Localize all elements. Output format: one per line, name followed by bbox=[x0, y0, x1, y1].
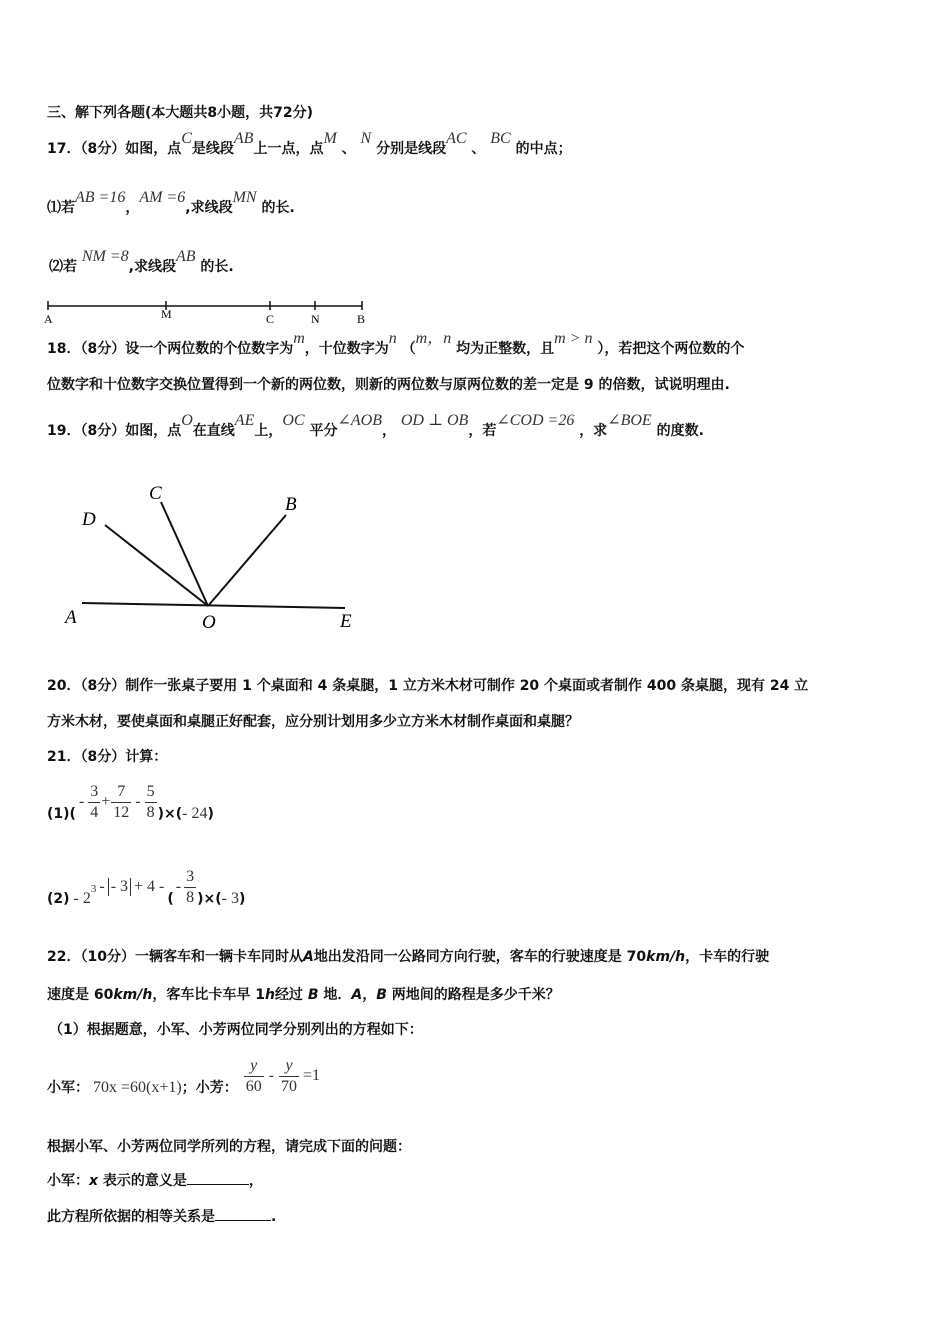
q18-m: m bbox=[293, 330, 305, 347]
q19-text: ，求 bbox=[579, 423, 608, 439]
q17-point-m: M bbox=[323, 130, 337, 147]
q17-seg-bc: BC bbox=[490, 130, 511, 147]
q17-p1-text: ,求线段 bbox=[185, 200, 233, 216]
q22-unit-h: h bbox=[264, 987, 275, 1003]
q22-text: 速度是 60 bbox=[47, 987, 114, 1003]
q19-oc: OC bbox=[282, 412, 305, 429]
q21-p2-exponent: 3 bbox=[90, 883, 97, 895]
q22-text: 小军： bbox=[47, 1173, 89, 1189]
denominator: 8 bbox=[186, 888, 195, 906]
line-ae bbox=[82, 603, 345, 608]
q22-text: 地出发沿同一公路同方向行驶，客车的行驶速度是 70 bbox=[313, 949, 647, 965]
q17-p2-end: 的长. bbox=[200, 259, 234, 275]
q17-p1-comma: ， bbox=[125, 200, 140, 216]
q17-p1-eq1: AB =16 bbox=[75, 189, 126, 206]
q21-p2-tail: )×( bbox=[197, 891, 222, 907]
q22-a: A bbox=[351, 987, 363, 1003]
q22-line7 bbox=[47, 1206, 276, 1226]
q21-p2-op: - bbox=[99, 878, 105, 895]
numerator: 3 bbox=[184, 867, 196, 888]
q21-p1-op: - bbox=[135, 793, 141, 810]
q18-line1 bbox=[47, 330, 745, 358]
q17-p1-label: ⑴若 bbox=[47, 200, 75, 216]
q21-p1-close: ) bbox=[207, 806, 214, 822]
q17-point-c: C bbox=[181, 130, 192, 147]
q22-unit: km/h bbox=[646, 949, 686, 965]
ray-oc bbox=[161, 502, 208, 606]
q21-p1-op: + bbox=[101, 793, 111, 810]
q22-b: B bbox=[376, 987, 387, 1003]
q22-equation2-rhs: =1 bbox=[303, 1067, 321, 1084]
q21-p2-absolute: - 3 bbox=[108, 878, 131, 896]
q22-line5: 根据小军、小芳两位同学所列的方程，请完成下面的问题： bbox=[47, 1139, 411, 1155]
q19-angle-cod: ∠COD =26 bbox=[496, 412, 575, 429]
q18-text: （ bbox=[401, 341, 416, 357]
fraction-5-8 bbox=[145, 782, 157, 823]
q17-text: 是线段 bbox=[191, 141, 234, 157]
q20-line1: 20．（8分）制作一张桌子要用 1 个桌面和 4 条桌腿，1 立方米木材可制作 20 个桌面或者制作 400 条桌腿，现有 24 立 bbox=[47, 678, 809, 694]
label-b: B bbox=[357, 312, 366, 326]
q19-text: 在直线 bbox=[192, 423, 235, 439]
q18-m2: m， bbox=[415, 330, 444, 347]
q19-text: ， bbox=[381, 423, 396, 439]
fraction-y-70 bbox=[279, 1056, 299, 1097]
q22-line1 bbox=[47, 948, 769, 966]
label-c: C bbox=[149, 483, 162, 504]
q22-text: 此方程所依据的相等关系是 bbox=[47, 1209, 215, 1225]
numerator: 7 bbox=[111, 782, 131, 803]
q17-num: 17．（8分）如图，点 bbox=[47, 141, 182, 157]
q17-line1 bbox=[47, 130, 572, 158]
label-d: D bbox=[82, 509, 96, 530]
denominator: 70 bbox=[281, 1077, 298, 1095]
q17-point-n: N bbox=[360, 130, 372, 147]
q22-text: ， bbox=[362, 987, 377, 1003]
q18-text: ，十位数字为 bbox=[304, 341, 389, 357]
q22-xiaojun-label: 小军： bbox=[47, 1080, 89, 1096]
q19-angle-aob: ∠AOB bbox=[337, 412, 382, 429]
label-o: O bbox=[202, 612, 216, 633]
q17-seg-ac: AC bbox=[446, 130, 467, 147]
label-a: A bbox=[65, 607, 77, 628]
q17-p2-label: ⑵若 bbox=[49, 259, 77, 275]
q21-p2-open: ( bbox=[167, 891, 174, 907]
q22-text: 22．（10分）一辆客车和一辆卡车同时从 bbox=[47, 949, 303, 965]
q19-o: O bbox=[181, 412, 193, 429]
q18-n: n bbox=[388, 330, 397, 347]
q22-x: x bbox=[89, 1173, 99, 1189]
q21-part2 bbox=[47, 864, 245, 910]
q21-p2-op: + 4 - bbox=[134, 878, 165, 895]
q19-text: ，若 bbox=[468, 423, 497, 439]
q22-text: 地． bbox=[323, 987, 352, 1003]
q21-p2-term: - 2 bbox=[73, 890, 91, 907]
q17-p1-end: 的长. bbox=[261, 200, 295, 216]
q17-p1-mn: MN bbox=[232, 189, 257, 206]
q22-equations bbox=[47, 1053, 320, 1099]
q18-n2: n bbox=[443, 330, 452, 347]
ray-od bbox=[105, 525, 208, 606]
numerator: y bbox=[244, 1056, 264, 1077]
q17-p1-eq2: AM =6 bbox=[139, 189, 186, 206]
q22-xiaofang-label: ；小芳： bbox=[181, 1080, 238, 1096]
q20-line2: 方米木材，要使桌面和桌腿正好配套，应分别计划用多少立方米木材制作桌面和桌腿？ bbox=[47, 714, 579, 730]
q21-p2-label: (2) bbox=[47, 891, 70, 907]
q19-text: 上， bbox=[254, 423, 283, 439]
numerator: 5 bbox=[145, 782, 157, 803]
q18-text: 均为正整数，且 bbox=[456, 341, 555, 357]
q21-p2-sign: - bbox=[175, 878, 182, 895]
q22-b: B bbox=[307, 987, 319, 1003]
q17-text: 分别是线段 bbox=[376, 141, 447, 157]
q22-a: A bbox=[302, 949, 314, 965]
q22-line2 bbox=[47, 986, 560, 1004]
q22-text: ，卡车的行驶 bbox=[685, 949, 770, 965]
q17-text: 的中点； bbox=[515, 141, 572, 157]
q21-title: 21．（8分）计算： bbox=[47, 749, 168, 765]
q19-perp: OD ⊥ OB bbox=[400, 412, 469, 429]
ray-ob bbox=[208, 515, 286, 606]
denominator: 8 bbox=[146, 803, 155, 821]
q21-p1-label: (1)( bbox=[47, 806, 76, 822]
q22-equation1: 70x =60(x+1) bbox=[93, 1079, 182, 1096]
q17-p2-eq: NM =8 bbox=[81, 248, 129, 265]
q18-line2: 位数字和十位数字交换位置得到一个新的两位数，则新的两位数与原两位数的差一定是 9 的倍数，试说明理由. bbox=[47, 377, 730, 393]
q17-p2-text: ,求线段 bbox=[128, 259, 176, 275]
q22-line6 bbox=[47, 1170, 263, 1190]
q17-sep: 、 bbox=[341, 141, 356, 157]
denominator: 12 bbox=[113, 803, 130, 821]
q19-ae: AE bbox=[234, 412, 255, 429]
q19-line1 bbox=[47, 412, 704, 440]
label-a: A bbox=[44, 312, 53, 326]
q21-p2-close: ) bbox=[238, 891, 246, 907]
q22-minus: - bbox=[268, 1067, 275, 1084]
q19-text: 19．（8分）如图，点 bbox=[47, 423, 182, 439]
q21-part1 bbox=[47, 779, 214, 825]
q19-text: 平分 bbox=[309, 423, 338, 439]
q17-segment-figure bbox=[40, 296, 380, 326]
q19-text: 的度数. bbox=[656, 423, 704, 439]
fraction-y-60 bbox=[244, 1056, 264, 1097]
numerator: 3 bbox=[88, 782, 100, 803]
denominator: 60 bbox=[245, 1077, 262, 1095]
q18-text: ），若把这个两位数的个 bbox=[597, 341, 745, 357]
fraction-7-12 bbox=[111, 782, 131, 823]
q17-seg-ab: AB bbox=[233, 130, 254, 147]
q22-unit: km/h bbox=[113, 987, 153, 1003]
q19-angle-figure bbox=[55, 475, 375, 640]
label-n: N bbox=[311, 312, 320, 326]
fraction-3-8 bbox=[184, 867, 196, 908]
label-e: E bbox=[340, 611, 352, 632]
q17-p2-ab: AB bbox=[176, 248, 196, 265]
q22-text: 表示的意义是 bbox=[102, 1173, 187, 1189]
q22-text: ， bbox=[248, 1173, 263, 1189]
q17-sep: 、 bbox=[471, 141, 486, 157]
q17-part2 bbox=[49, 248, 234, 276]
q17-text: 上一点，点 bbox=[253, 141, 324, 157]
q22-text: 经过 bbox=[274, 987, 303, 1003]
q22-text: ，客车比卡车早 1 bbox=[152, 987, 265, 1003]
section-title: 三、解下列各题(本大题共8小题，共72分) bbox=[47, 105, 314, 121]
answer-blank[interactable] bbox=[187, 1170, 249, 1185]
answer-blank[interactable] bbox=[215, 1206, 271, 1221]
label-m: M bbox=[161, 307, 172, 321]
q21-p1-tail: )×( bbox=[157, 806, 183, 822]
fraction-3-4 bbox=[88, 782, 100, 823]
denominator: 4 bbox=[90, 803, 99, 821]
q19-angle-boe: ∠BOE bbox=[607, 412, 652, 429]
q18-condition: m > n bbox=[554, 330, 593, 347]
label-c: C bbox=[266, 312, 275, 326]
q22-text: . bbox=[271, 1209, 277, 1225]
q21-p1-sign: - bbox=[78, 793, 85, 810]
q21-p1-value: - 24 bbox=[182, 805, 208, 822]
q21-p2-value: - 3 bbox=[221, 890, 239, 907]
numerator: y bbox=[279, 1056, 299, 1077]
q17-part1 bbox=[47, 189, 295, 217]
q18-text: 18．（8分）设一个两位数的个位数字为 bbox=[47, 341, 294, 357]
label-b: B bbox=[285, 494, 297, 515]
q22-text: 两地间的路程是多少千米？ bbox=[391, 987, 560, 1003]
q22-line3: （1）根据题意，小军、小芳两位同学分别列出的方程如下： bbox=[49, 1022, 423, 1038]
